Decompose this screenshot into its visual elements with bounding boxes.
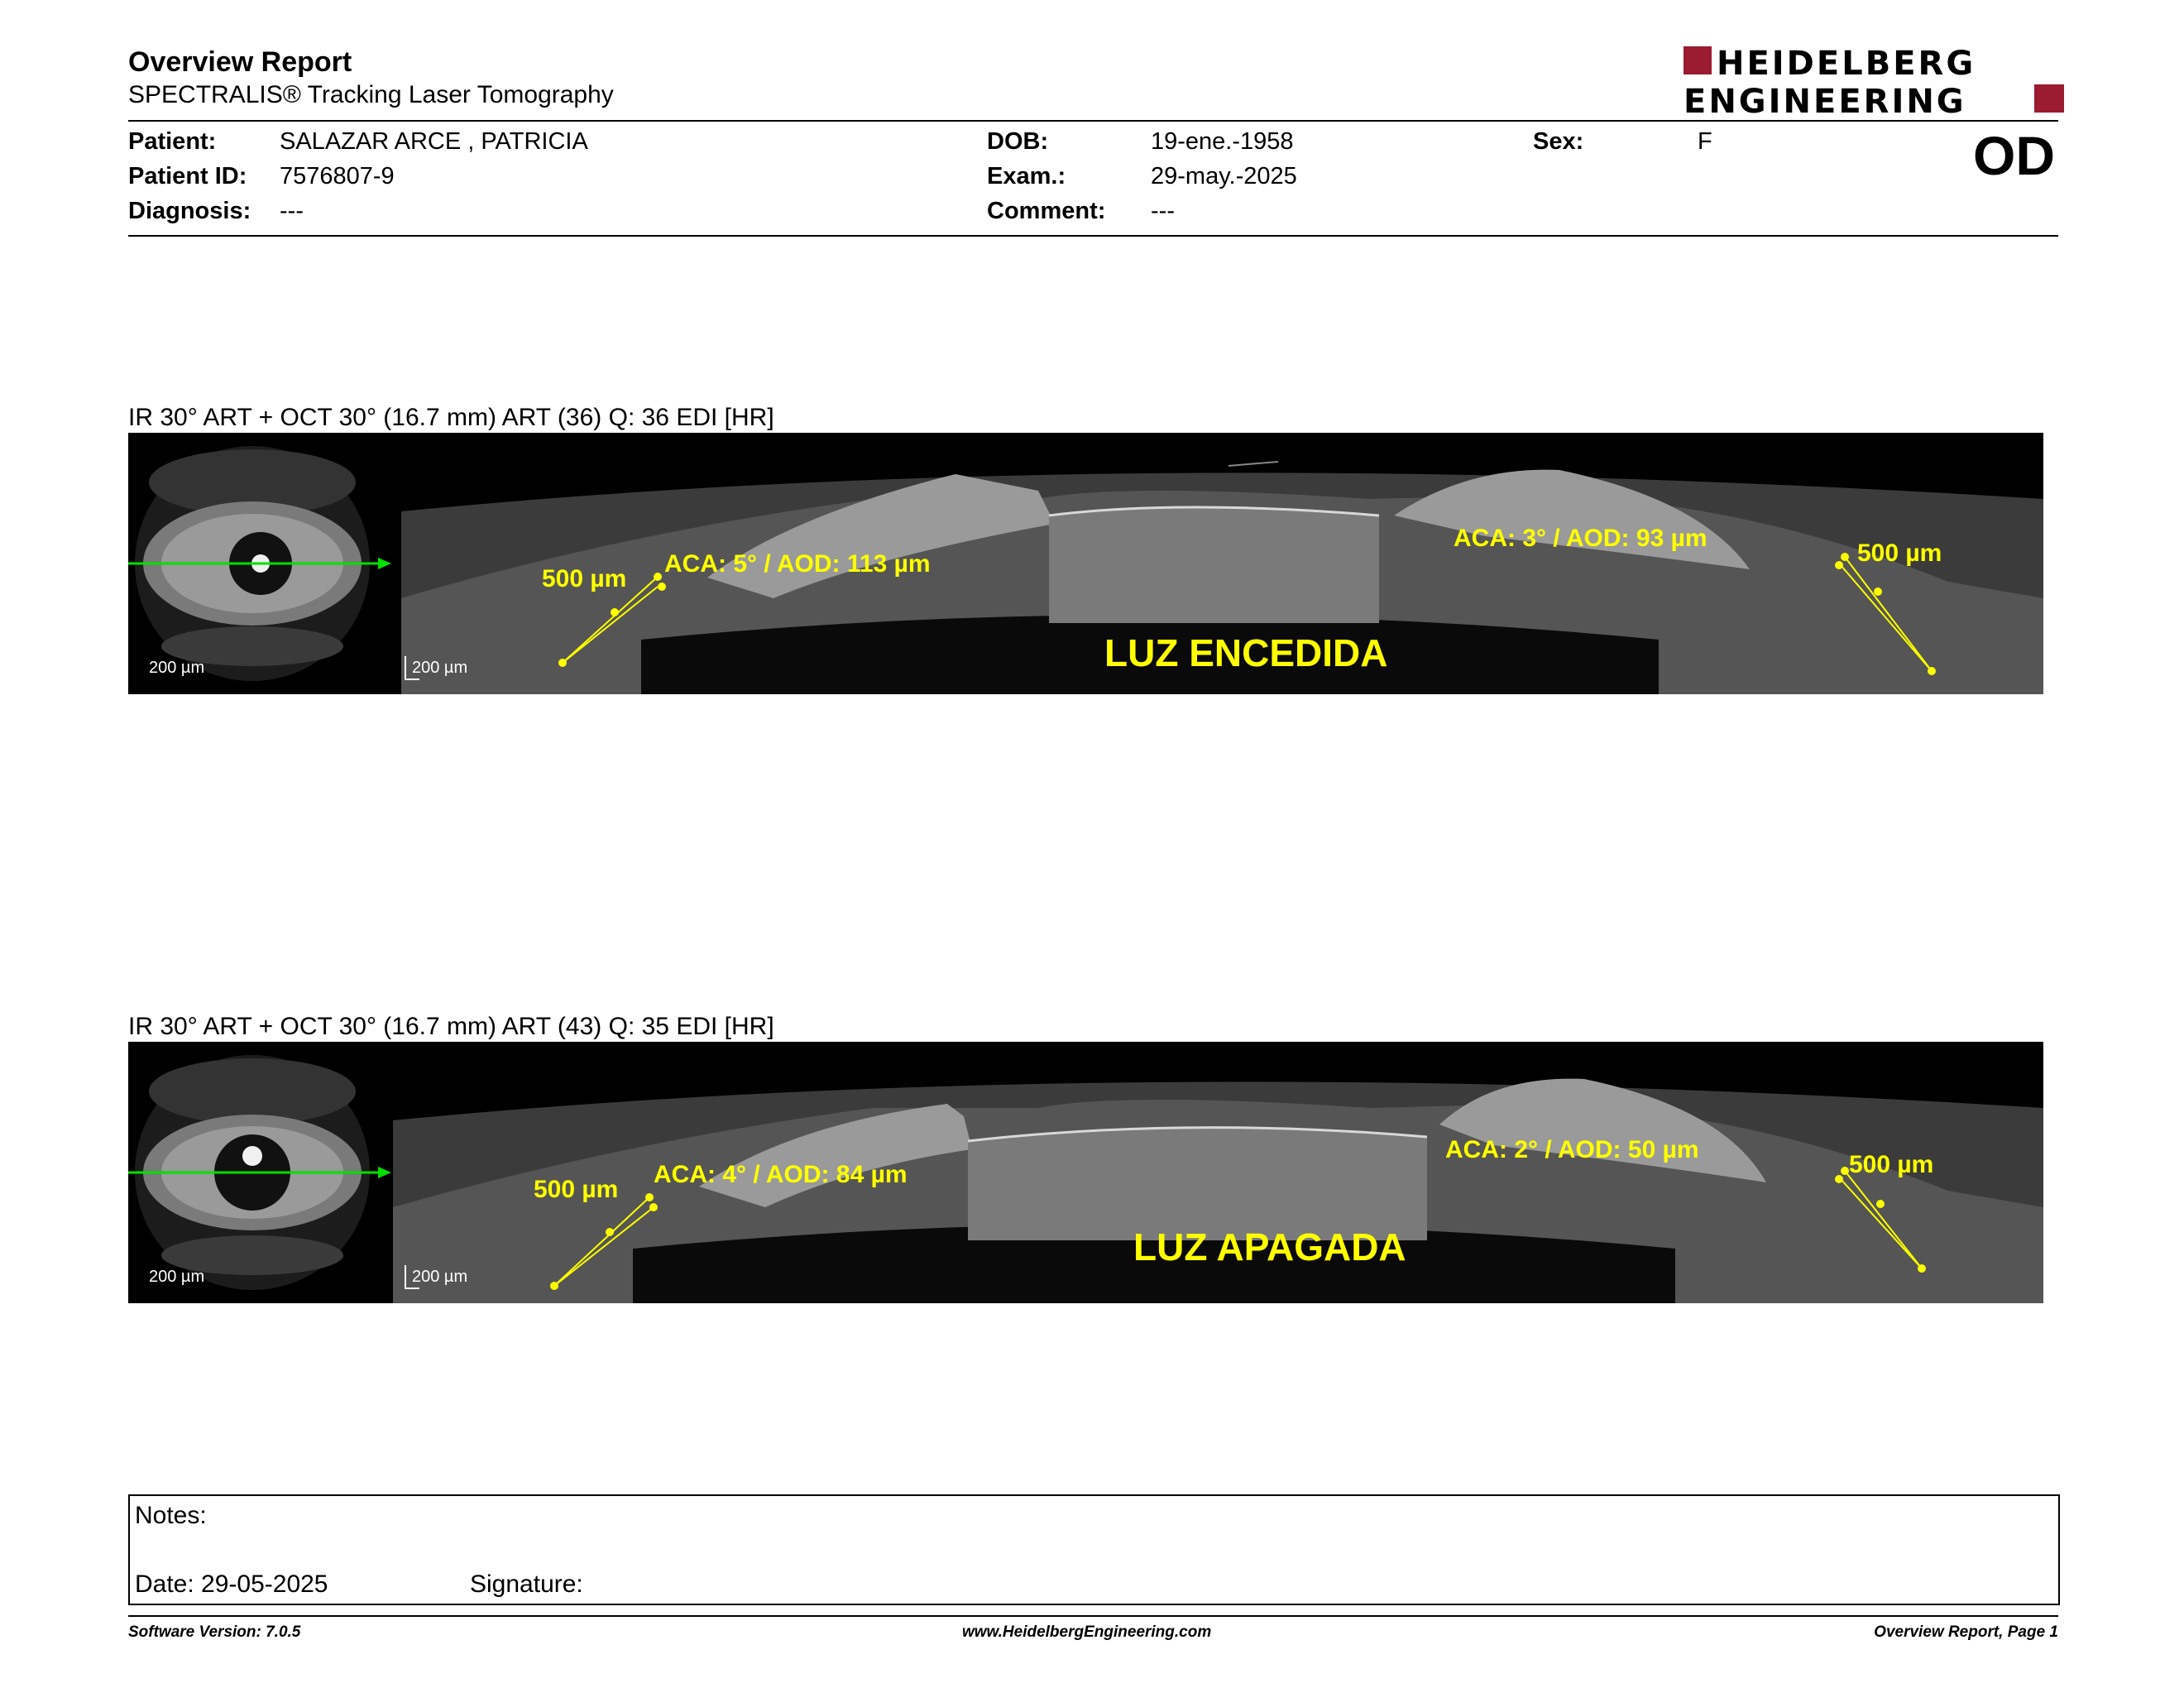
comment-value: --- — [1151, 198, 1175, 224]
notes-box — [128, 1494, 2060, 1605]
comment-label: Comment: — [987, 198, 1106, 224]
footer-divider — [128, 1615, 2058, 1617]
right-measurement-2: ACA: 2° / AOD: 50 µm — [1445, 1136, 1699, 1163]
signature-label: Signature: — [470, 1571, 583, 1598]
dob-value: 19-ene.-1958 — [1151, 128, 1294, 155]
left-measurement-2: ACA: 4° / AOD: 84 µm — [654, 1161, 908, 1188]
right-measurement-1: ACA: 3° / AOD: 93 µm — [1454, 525, 1707, 552]
caption-1: LUZ ENCEDIDA — [1104, 631, 1388, 674]
diagnosis-label: Diagnosis: — [128, 198, 251, 224]
ir-scale-label-1: 200 µm — [149, 659, 205, 677]
website-link[interactable]: www.HeidelbergEngineering.com — [962, 1623, 1212, 1641]
dob-label: DOB: — [987, 128, 1049, 155]
diagnosis-value: --- — [280, 198, 304, 224]
software-version: Software Version: 7.0.5 — [128, 1623, 301, 1641]
patient-label: Patient: — [128, 128, 217, 155]
right-scale-label-2: 500 µm — [1849, 1151, 1934, 1178]
date-label: Date: 29-05-2025 — [135, 1571, 328, 1598]
eye-indicator: OD — [1973, 125, 2055, 186]
notes-label: Notes: — [135, 1502, 207, 1529]
logo-text-1: HEIDELBERG — [1717, 45, 1976, 83]
sex-label: Sex: — [1533, 128, 1584, 155]
exam-value: 29-may.-2025 — [1151, 163, 1297, 189]
exam-label: Exam.: — [987, 163, 1066, 189]
ir-scale-label-2: 200 µm — [149, 1268, 205, 1286]
left-scale-label-1: 500 µm — [542, 565, 627, 592]
sex-value: F — [1698, 128, 1712, 155]
left-scale-label-2: 500 µm — [534, 1176, 619, 1203]
oct-scan-panel-1 — [128, 433, 2043, 694]
report-subtitle: SPECTRALIS® Tracking Laser Tomography — [128, 81, 614, 108]
report-title: Overview Report — [128, 46, 352, 78]
caption-2: LUZ APAGADA — [1133, 1225, 1406, 1268]
scan-title-2: IR 30° ART + OCT 30° (16.7 mm) ART (43) Q: 35 EDI [HR] — [128, 1013, 774, 1040]
header-divider — [128, 120, 2058, 122]
left-measurement-1: ACA: 5° / AOD: 113 µm — [664, 550, 931, 578]
oct-scale-label-2: 200 µm — [412, 1268, 468, 1286]
logo-text-2: ENGINEERING — [1684, 83, 1966, 117]
patient-divider — [128, 235, 2058, 237]
page-info: Overview Report, Page 1 — [1874, 1623, 2058, 1641]
scan-title-1: IR 30° ART + OCT 30° (16.7 mm) ART (36) Q: 36 EDI [HR] — [128, 404, 774, 431]
oct-image-2 — [393, 1079, 2043, 1303]
oct-scan-panel-2 — [128, 1042, 2043, 1303]
patient-id-value: 7576807-9 — [280, 163, 395, 189]
patient-id-label: Patient ID: — [128, 163, 247, 189]
oct-scale-label-1: 200 µm — [412, 659, 468, 677]
heidelberg-logo — [1684, 45, 2064, 117]
right-scale-label-1: 500 µm — [1857, 539, 1942, 567]
patient-name: SALAZAR ARCE , PATRICIA — [280, 128, 588, 155]
